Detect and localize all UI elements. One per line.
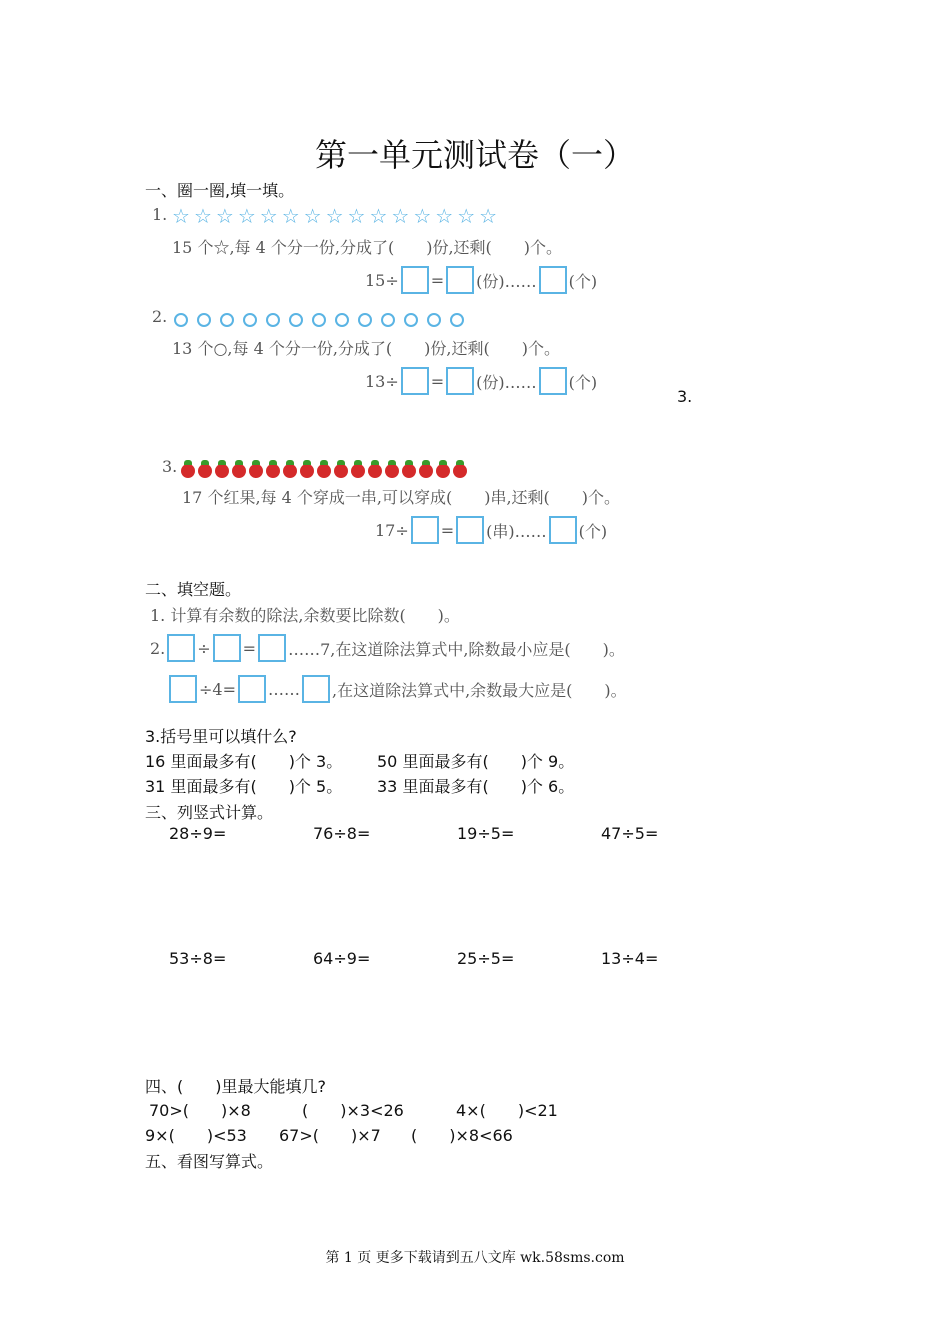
- red-fruit-icon: [334, 464, 348, 478]
- p1-eq-equals: =: [430, 270, 445, 290]
- circle-icon: [220, 313, 234, 327]
- s2-q2-blank-dividend[interactable]: [167, 634, 195, 662]
- s2-q3-b: 50 里面最多有( )个 9。: [377, 752, 575, 771]
- p3-blank-remainder[interactable]: [549, 516, 577, 544]
- circle-icon: [381, 313, 395, 327]
- p2-eq-unit2: (个): [568, 372, 598, 392]
- star-icon: ☆: [413, 204, 436, 228]
- p2-number: 2.: [152, 307, 168, 326]
- circle-icon: [243, 313, 257, 327]
- p1-blank-quotient[interactable]: [446, 266, 474, 294]
- red-fruit-icon: [232, 464, 246, 478]
- calc-item: 76÷8=: [313, 824, 371, 843]
- s2-q2-div: ÷: [197, 638, 211, 658]
- stray-label: 3.: [677, 387, 693, 406]
- ineq-item: ( )×8<66: [411, 1126, 513, 1145]
- red-fruit-icon: [419, 464, 433, 478]
- circle-icon: [358, 313, 372, 327]
- p2-question: 13 个○,每 4 个分一份,分成了( )份,还剩( )个。: [172, 339, 560, 358]
- star-icon: ☆: [303, 204, 326, 228]
- p3-eq-unit: (串)……: [486, 521, 547, 541]
- p1-number: 1.: [152, 205, 168, 224]
- p1-eq-dividend: 15÷: [365, 270, 399, 290]
- ineq-item: 70>( )×8: [149, 1101, 251, 1120]
- p1-question: 15 个☆,每 4 个分一份,分成了( )份,还剩( )个。: [172, 238, 563, 257]
- section-2-heading: 二、填空题。: [145, 580, 242, 599]
- star-icon: ☆: [259, 204, 282, 228]
- calc-item: 47÷5=: [601, 824, 659, 843]
- p3-number: 3.: [162, 457, 178, 476]
- s2-q3-title: 3.括号里可以填什么?: [145, 727, 297, 746]
- s2-q1: 1. 计算有余数的除法,余数要比除数( )。: [150, 606, 460, 625]
- s2-q3-c: 31 里面最多有( )个 5。: [145, 777, 343, 796]
- red-fruit-icon: [266, 464, 280, 478]
- circle-icon: [335, 313, 349, 327]
- s2-q2b-tail: ,在这道除法算式中,余数最大应是( )。: [332, 680, 627, 700]
- s2-q2b-div4: ÷4=: [199, 679, 236, 699]
- section-3-heading: 三、列竖式计算。: [145, 803, 274, 822]
- circle-icon: [174, 313, 188, 327]
- red-fruit-icon: [249, 464, 263, 478]
- red-fruit-icon: [215, 464, 229, 478]
- p2-blank-remainder[interactable]: [539, 367, 567, 395]
- red-fruit-icon: [283, 464, 297, 478]
- s2-q2-tail: ……7,在这道除法算式中,除数最小应是( )。: [288, 639, 625, 659]
- star-row: [172, 204, 501, 228]
- p2-eq-dividend: 13÷: [365, 371, 399, 391]
- page-title: 第一单元测试卷（一）: [314, 136, 635, 174]
- red-fruit-icon: [436, 464, 450, 478]
- p3-eq-equals: =: [440, 520, 455, 540]
- red-fruit-icon: [351, 464, 365, 478]
- s2-q2b-blank-remainder[interactable]: [302, 675, 330, 703]
- star-icon: ☆: [237, 204, 260, 228]
- s2-q2-line1: [150, 634, 625, 662]
- p3-blank-divisor[interactable]: [411, 516, 439, 544]
- p2-equation: [365, 367, 597, 395]
- star-icon: ☆: [215, 204, 238, 228]
- s2-q3-d: 33 里面最多有( )个 6。: [377, 777, 575, 796]
- star-icon: ☆: [391, 204, 414, 228]
- p1-equation: [365, 266, 597, 294]
- circle-row: [174, 309, 473, 328]
- p1-blank-divisor[interactable]: [401, 266, 429, 294]
- s2-q2-number: 2.: [150, 638, 166, 658]
- p2-eq-equals: =: [430, 371, 445, 391]
- calc-item: 64÷9=: [313, 949, 371, 968]
- p2-eq-unit: (份)……: [476, 372, 537, 392]
- page-footer: 第 1 页 更多下载请到五八文库 wk.58sms.com: [325, 1250, 625, 1266]
- calc-item: 19÷5=: [457, 824, 515, 843]
- red-fruit-icon: [368, 464, 382, 478]
- circle-icon: [427, 313, 441, 327]
- circle-icon: [289, 313, 303, 327]
- s2-q2b-blank-dividend[interactable]: [169, 675, 197, 703]
- star-icon: ☆: [281, 204, 304, 228]
- red-fruit-icon: [300, 464, 314, 478]
- s2-q2b-dots: ……: [268, 679, 300, 699]
- p1-blank-remainder[interactable]: [539, 266, 567, 294]
- star-icon: ☆: [347, 204, 370, 228]
- p3-eq-dividend: 17÷: [375, 520, 409, 540]
- circle-icon: [197, 313, 211, 327]
- calc-item: 13÷4=: [601, 949, 659, 968]
- red-fruit-icon: [402, 464, 416, 478]
- calc-item: 25÷5=: [457, 949, 515, 968]
- p1-eq-unit2: (个): [568, 271, 598, 291]
- p3-question: 17 个红果,每 4 个穿成一串,可以穿成( )串,还剩( )个。: [182, 488, 621, 507]
- calc-item: 28÷9=: [169, 824, 227, 843]
- s2-q2-line2: [169, 675, 627, 703]
- s2-q2-equals: =: [242, 638, 257, 658]
- ineq-item: 9×( )<53: [145, 1126, 247, 1145]
- s2-q2-blank-divisor[interactable]: [213, 634, 241, 662]
- red-fruit-icon: [181, 464, 195, 478]
- red-fruit-icon: [317, 464, 331, 478]
- ineq-item: 4×( )<21: [456, 1101, 558, 1120]
- section-5-heading: 五、看图写算式。: [145, 1152, 274, 1171]
- section-1-heading: 一、圈一圈,填一填。: [145, 181, 295, 200]
- section-4-heading: 四、( )里最大能填几?: [145, 1077, 326, 1096]
- s2-q2b-blank-quotient[interactable]: [238, 675, 266, 703]
- star-icon: ☆: [325, 204, 348, 228]
- p1-eq-unit: (份)……: [476, 271, 537, 291]
- star-icon: ☆: [457, 204, 480, 228]
- star-icon: ☆: [172, 204, 194, 228]
- s2-q2-blank-quotient[interactable]: [258, 634, 286, 662]
- ineq-item: 67>( )×7: [279, 1126, 381, 1145]
- p3-blank-quotient[interactable]: [456, 516, 484, 544]
- p3-equation: [375, 516, 607, 544]
- star-icon: ☆: [193, 204, 216, 228]
- star-icon: ☆: [479, 204, 502, 228]
- red-fruit-icon: [453, 464, 467, 478]
- p3-eq-unit2: (个): [578, 521, 608, 541]
- p2-blank-quotient[interactable]: [446, 367, 474, 395]
- star-icon: ☆: [369, 204, 392, 228]
- circle-icon: [312, 313, 326, 327]
- s2-q3-a: 16 里面最多有( )个 3。: [145, 752, 343, 771]
- calc-item: 53÷8=: [169, 949, 227, 968]
- fruit-row: [181, 460, 470, 479]
- circle-icon: [450, 313, 464, 327]
- circle-icon: [404, 313, 418, 327]
- ineq-item: ( )×3<26: [302, 1101, 404, 1120]
- star-icon: ☆: [435, 204, 458, 228]
- red-fruit-icon: [385, 464, 399, 478]
- circle-icon: [266, 313, 280, 327]
- p2-blank-divisor[interactable]: [401, 367, 429, 395]
- red-fruit-icon: [198, 464, 212, 478]
